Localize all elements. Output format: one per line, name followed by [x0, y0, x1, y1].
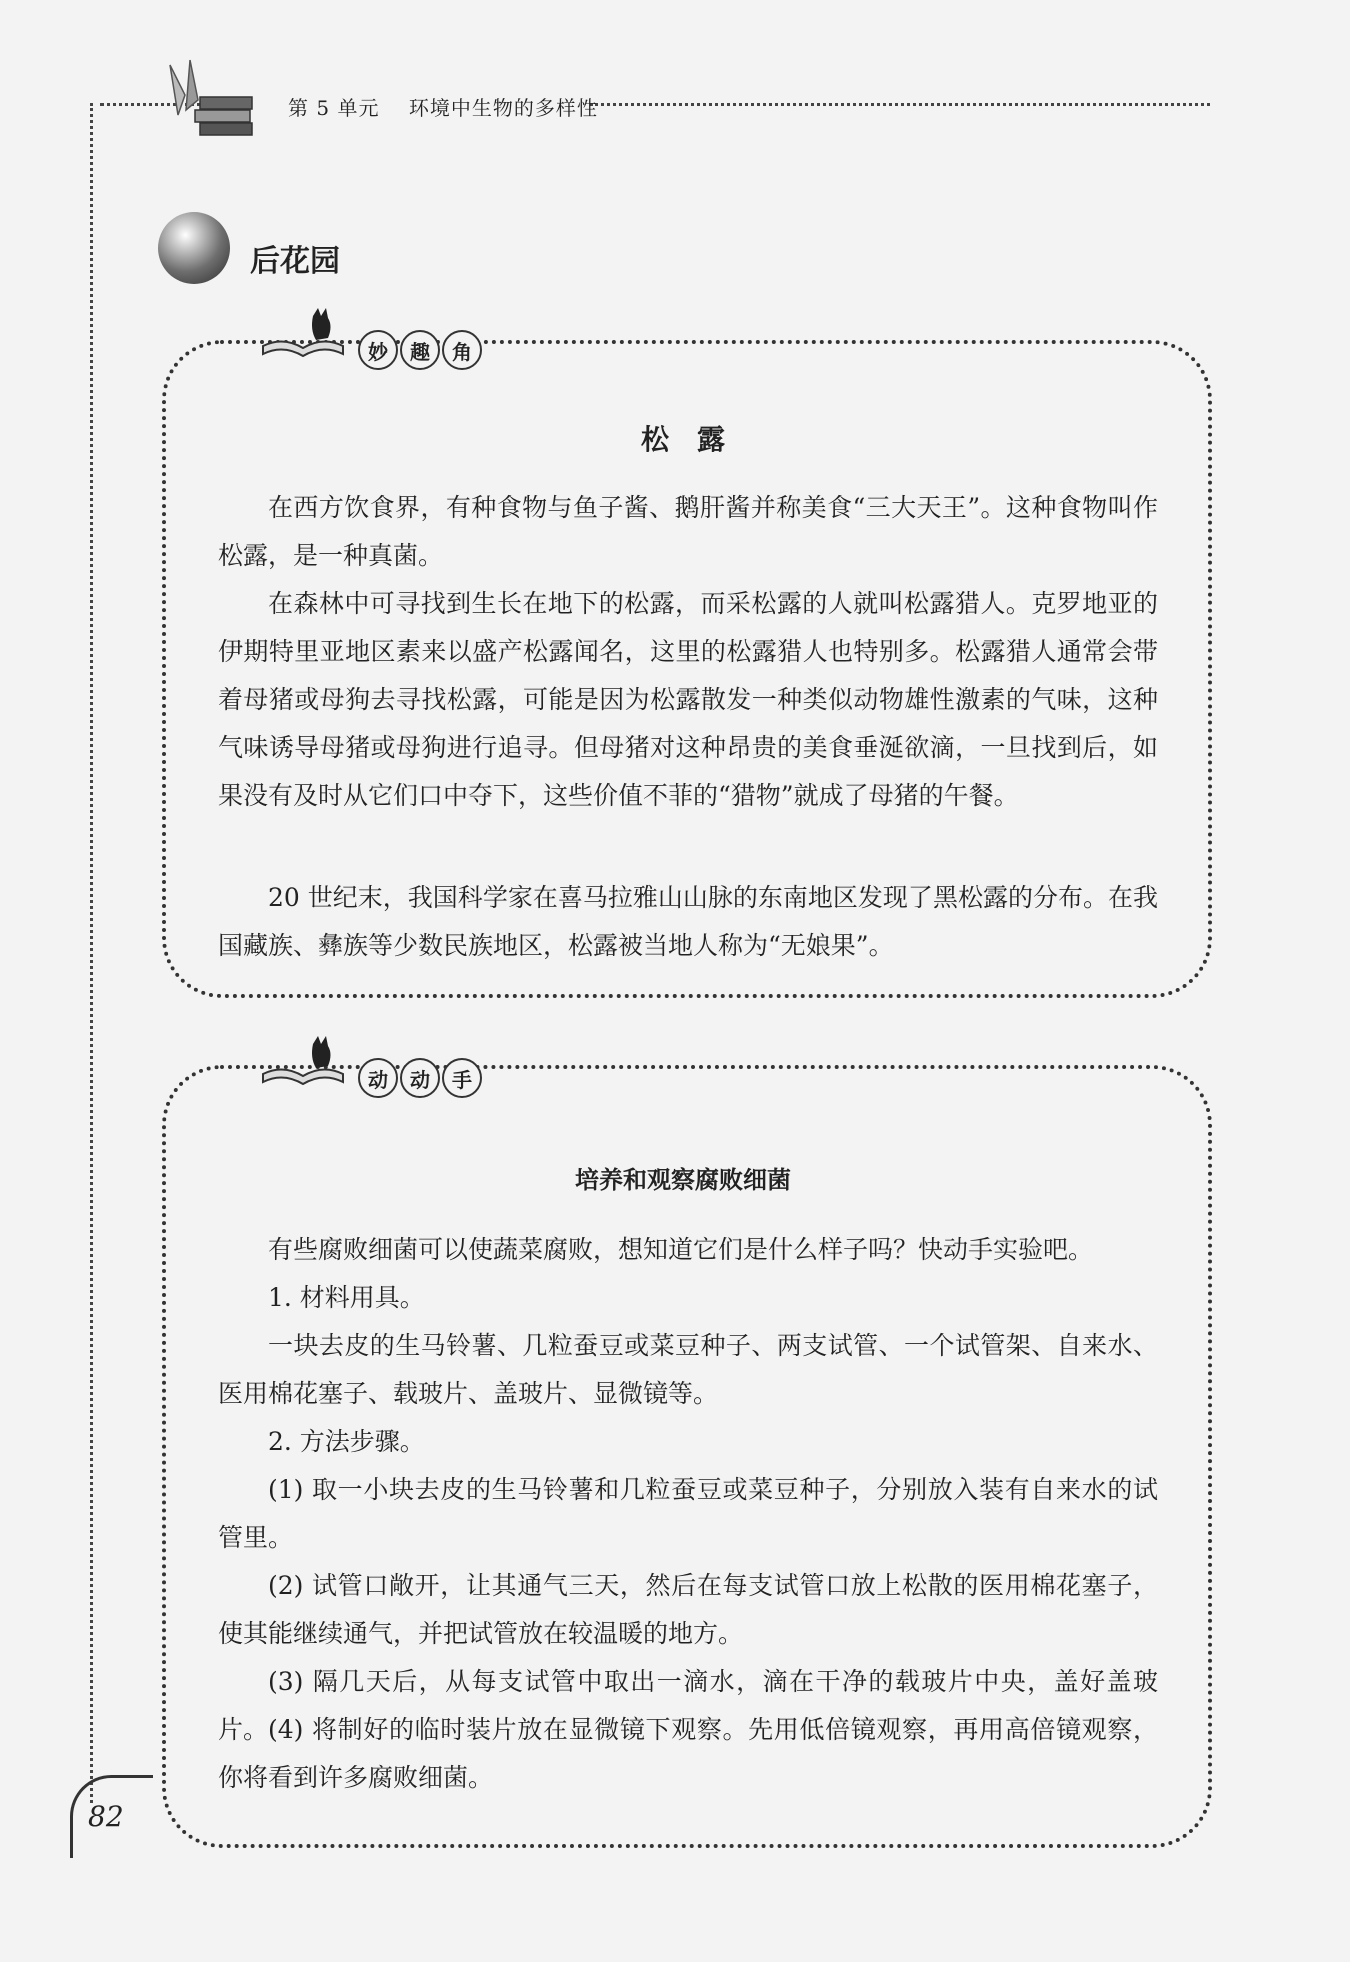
- page-margin-rule: [90, 103, 93, 1803]
- open-book-cat-icon: [258, 1034, 348, 1094]
- running-header: [288, 92, 598, 121]
- paragraph: 20 世纪末，我国科学家在喜马拉雅山山脉的东南地区发现了黑松露的分布。在我国藏族、彝族等少数民族地区，松露被当地人称为“无娘果”。: [218, 883, 1158, 960]
- paragraph: (3) 隔几天后，从每支试管中取出一滴水，滴在干净的载玻片中央，盖好盖玻片。: [218, 1667, 1158, 1744]
- paragraph: 一块去皮的生马铃薯、几粒蚕豆或菜豆种子、两支试管、一个试管架、自来水、医用棉花塞子、载玻片、盖玻片、显微镜等。: [218, 1331, 1158, 1408]
- open-book-cat-icon: [258, 306, 348, 366]
- paragraph: (1) 取一小块去皮的生马铃薯和几粒蚕豆或菜豆种子，分别放入装有自来水的试管里。: [218, 1475, 1158, 1552]
- paragraph: 在森林中可寻找到生长在地下的松露，而采松露的人就叫松露猎人。克罗地亚的伊期特里亚地区素来以盛产松露闻名，这里的松露猎人也特别多。松露猎人通常会带着母猪或母狗去寻找松露，可能是因为松露散发一种类似动物雄性激素的气味，这种气味诱导母猪或母狗进行追寻。但母猪对这种昂贵的美食垂涎欲滴，一旦找到后，如果没有及时从它们口中夺下，这些价值不菲的“猎物”就成了母猪的午餐。: [218, 589, 1158, 810]
- article-title: 培养和观察腐败细菌: [575, 1166, 791, 1194]
- header-unit: 第 5 单元: [288, 96, 380, 120]
- header-title: 环境中生物的多样性: [408, 96, 598, 120]
- tag-char: 手: [442, 1058, 482, 1098]
- tag-char: 妙: [358, 330, 398, 370]
- paragraph: 有些腐败细菌可以使蔬菜腐败，想知道它们是什么样子吗？快动手实验吧。: [268, 1235, 1094, 1264]
- article-title: 松 露: [640, 423, 725, 456]
- fun-corner-tag: [358, 330, 482, 370]
- tag-char: 动: [358, 1058, 398, 1098]
- sphere-icon: [158, 212, 230, 284]
- page-number: 82: [88, 1800, 124, 1833]
- tag-char: 角: [442, 330, 482, 370]
- book-stack-logo-icon: [150, 55, 260, 145]
- paragraph: (2) 试管口敞开，让其通气三天，然后在每支试管口放上松散的医用棉花塞子，使其能继续通气，并把试管放在较温暖的地方。: [218, 1571, 1158, 1648]
- tag-char: 趣: [400, 330, 440, 370]
- tag-char: 动: [400, 1058, 440, 1098]
- paragraph: (4) 将制好的临时装片放在显微镜下观察。先用低倍镜观察，再用高倍镜观察，你将看到许多腐败细菌。: [218, 1715, 1158, 1792]
- hands-on-tag: [358, 1058, 482, 1098]
- paragraph: 在西方饮食界，有种食物与鱼子酱、鹅肝酱并称美食“三大天王”。这种食物叫作松露，是一种真菌。: [218, 493, 1158, 570]
- paragraph: 2. 方法步骤。: [268, 1427, 425, 1456]
- paragraph: 1. 材料用具。: [268, 1283, 425, 1312]
- header-rule-right: [590, 103, 1210, 106]
- section-title: 后花园: [250, 244, 340, 279]
